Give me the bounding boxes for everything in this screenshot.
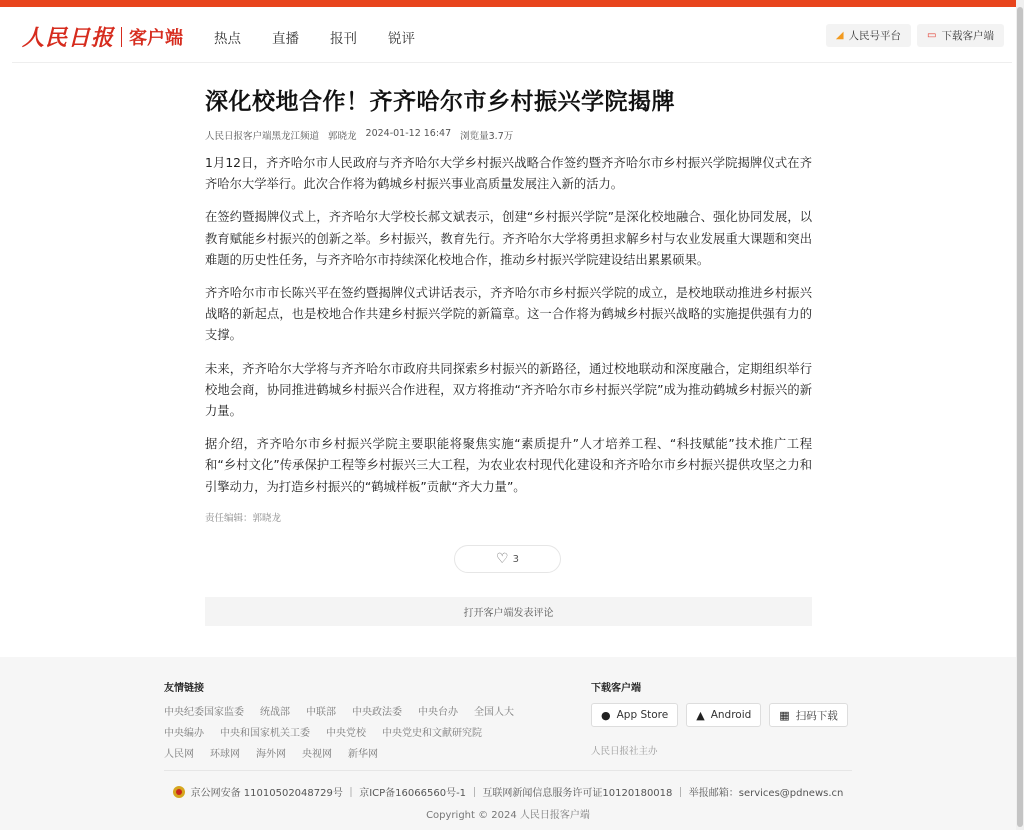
nav-item-live[interactable]: 直播 bbox=[272, 31, 299, 47]
host-organization: 人民日报社主办 bbox=[591, 746, 658, 757]
site-header bbox=[12, 7, 1012, 63]
police-badge-icon bbox=[173, 786, 185, 798]
qr-download-label: 扫码下载 bbox=[795, 709, 838, 722]
page-scrollbar[interactable] bbox=[1016, 0, 1024, 830]
download-title: 下载客户端 bbox=[591, 683, 641, 694]
footer-link[interactable]: 新华网 bbox=[348, 749, 378, 760]
download-app-label: 下载客户端 bbox=[941, 30, 994, 42]
footer-link[interactable]: 中央纪委国家监委 bbox=[164, 707, 244, 718]
article-datetime: 2024-01-12 16:47 bbox=[365, 128, 452, 139]
article-body bbox=[205, 153, 812, 498]
apple-icon: ● bbox=[601, 708, 611, 722]
qr-code-icon: ▦ bbox=[779, 708, 790, 722]
article bbox=[205, 86, 812, 619]
links-row bbox=[164, 724, 524, 739]
android-button[interactable] bbox=[686, 703, 761, 727]
article-paragraph: 齐齐哈尔市市长陈兴平在签约暨揭牌仪式讲话表示，齐齐哈尔市乡村振兴学院的成立，是校地联动推进乡村振兴战略的新起点，也是校地合作共建乡村振兴学院的新篇章。这一合作将为鹤城乡村振兴战略的实施提供强有力的支撑。 bbox=[205, 286, 812, 343]
heart-icon: ♡ bbox=[496, 551, 509, 567]
icp-text: 京公网安备 11010502048729号 ｜ 京ICP备16066560号-1 ｜ 互联网新闻信息服务许可证10120180018 ｜ 举报邮箱：services@pdnews.cn bbox=[190, 788, 844, 799]
footer-link[interactable]: 中央党史和文献研究院 bbox=[382, 728, 482, 739]
main-nav bbox=[214, 27, 415, 47]
site-logo[interactable] bbox=[22, 21, 183, 52]
footer-link[interactable]: 环球网 bbox=[210, 749, 240, 760]
platform-button[interactable] bbox=[826, 24, 911, 47]
header-actions bbox=[826, 24, 1004, 47]
footer-link[interactable]: 统战部 bbox=[260, 707, 290, 718]
footer-link[interactable]: 中央党校 bbox=[326, 728, 366, 739]
article-views: 浏览量3.7万 bbox=[460, 131, 514, 142]
download-app-button[interactable] bbox=[917, 24, 1004, 47]
scrollbar-thumb[interactable] bbox=[1017, 7, 1023, 827]
top-accent-bar bbox=[0, 0, 1024, 7]
app-logo-icon: ▭ bbox=[927, 30, 937, 41]
icp-info bbox=[0, 784, 1016, 799]
footer-link[interactable]: 中央政法委 bbox=[352, 707, 402, 718]
logo-sub-text: 客户端 bbox=[129, 27, 184, 49]
footer-link[interactable]: 人民网 bbox=[164, 749, 194, 760]
app-store-button[interactable] bbox=[591, 703, 678, 727]
nav-item-hot[interactable]: 热点 bbox=[214, 31, 241, 47]
footer-link[interactable]: 中联部 bbox=[306, 707, 336, 718]
download-buttons bbox=[591, 703, 848, 727]
app-store-label: App Store bbox=[616, 709, 669, 721]
like-button[interactable] bbox=[454, 545, 561, 573]
links-row bbox=[164, 745, 524, 760]
article-paragraph: 据介绍，齐齐哈尔市乡村振兴学院主要职能将聚焦实施“素质提升”人才培养工程、“科技赋能”技术推广工程和“乡村文化”传承保护工程等乡村振兴三大工程，为农业农村现代化建设和齐齐哈尔市乡村振兴提供攻坚之力和引擎动力，为打造乡村振兴的“鹤城样板”贡献“齐大力量”。 bbox=[205, 437, 812, 494]
nav-item-newspaper[interactable]: 报刊 bbox=[330, 31, 357, 47]
footer-link[interactable]: 全国人大 bbox=[474, 707, 514, 718]
site-footer bbox=[0, 657, 1016, 830]
open-app-comment-button[interactable]: 打开客户端发表评论 bbox=[205, 597, 812, 626]
android-label: Android bbox=[710, 709, 752, 721]
footer-divider bbox=[164, 770, 852, 771]
megaphone-icon: ◢ bbox=[835, 30, 844, 41]
article-author: 郭晓龙 bbox=[328, 131, 357, 142]
article-paragraph: 在签约暨揭牌仪式上，齐齐哈尔大学校长郝文斌表示，创建“乡村振兴学院”是深化校地融合、强化协同发展，以教育赋能乡村振兴的创新之举。乡村振兴，教育先行。齐齐哈尔大学将勇担求解乡村与农业发展重大课题和突出难题的历史性任务，与齐齐哈尔市持续深化校地合作，推动乡村振兴学院建设结出累累硕果。 bbox=[205, 210, 812, 267]
friendly-links bbox=[164, 679, 524, 766]
article-source: 人民日报客户端黑龙江频道 bbox=[205, 131, 320, 142]
footer-link[interactable]: 中央和国家机关工委 bbox=[220, 728, 310, 739]
download-section bbox=[591, 679, 848, 757]
article-meta bbox=[205, 128, 812, 142]
footer-link[interactable]: 中央台办 bbox=[418, 707, 458, 718]
article-paragraph: 未来，齐齐哈尔大学将与齐齐哈尔市政府共同探索乡村振兴的新路径，通过校地联动和深度融合，定期组织举行校地会商，协同推进鹤城乡村振兴合作进程，双方将推动“齐齐哈尔市乡村振兴学院”成为推动鹤城乡村振兴的新力量。 bbox=[205, 361, 812, 419]
qr-download-button[interactable] bbox=[769, 703, 847, 727]
like-count: 3 bbox=[512, 553, 519, 565]
copyright: Copyright © 2024 人民日报客户端 bbox=[426, 810, 590, 821]
platform-button-label: 人民号平台 bbox=[848, 30, 902, 42]
responsible-editor: 责任编辑：郭晓龙 bbox=[205, 512, 282, 524]
footer-link[interactable]: 中央编办 bbox=[164, 728, 204, 739]
article-paragraph: 1月12日，齐齐哈尔市人民政府与齐齐哈尔大学乡村振兴战略合作签约暨齐齐哈尔市乡村振兴学院揭牌仪式在齐齐哈尔大学举行。此次合作将为鹤城乡村振兴事业高质量发展注入新的活力。 bbox=[205, 156, 812, 192]
friendly-links-title: 友情链接 bbox=[164, 683, 204, 694]
article-title: 深化校地合作！齐齐哈尔市乡村振兴学院揭牌 bbox=[205, 89, 675, 115]
android-icon: ▲ bbox=[696, 708, 705, 722]
logo-divider bbox=[121, 27, 122, 47]
nav-item-commentary[interactable]: 锐评 bbox=[388, 31, 415, 47]
footer-link[interactable]: 海外网 bbox=[256, 749, 286, 760]
footer-link[interactable]: 央视网 bbox=[302, 749, 332, 760]
logo-main-text: 人民日报 bbox=[22, 25, 115, 51]
links-row bbox=[164, 703, 524, 718]
